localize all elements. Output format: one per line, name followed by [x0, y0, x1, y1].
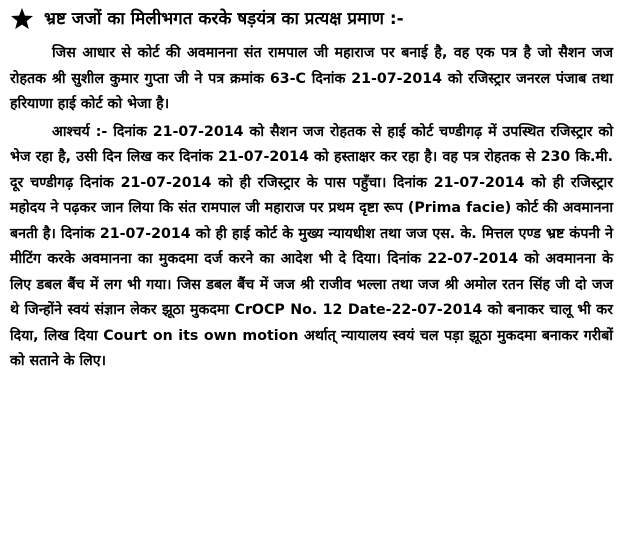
heading-title: भ्रष्ट जजों का मिलीभगत करके षड़यंत्र का प्रत्यक्ष प्रमाण :-: [44, 9, 404, 29]
paragraph-2: आश्चर्य :- दिनांक 21-07-2014 को सैशन जज रोहतक से हाई कोर्ट चण्डीगढ़ में उपस्थित रजिस्ट्रार को भेज रहा है, उसी दिन लिख कर दिनांक 21-07-2014 को हस्ताक्षर कर रहा है। वह पत्र रोहतक से 230 कि.मी. दूर चण्डीगढ़ दिनांक 21-07-2014 को ही रजिस्ट्रार के पास पहुँचा। दिनांक 21-07-2014 को ही रजिस्ट्रार महोदय ने पढ़कर जान लिया कि संत रामपाल जी महाराज पर प्रथम दृष्टा रूप (Prima facie) कोर्ट की अवमानना बनती है। दिनांक 21-07-2014 को ही हाई कोर्ट के मुख्य न्यायधीश तथा जज एस. के. मित्तल एण्ड भ्रष्ट कंपनी ने मीटिंग करके अवमानना का मुकदमा दर्ज करने का आदेश भी दे दिया। दिनांक 22-07-2014 को अवमानना के लिए डबल बैंच में लग भी गया। जिस डबल बैंच में जज श्री राजीव भल्ला तथा जज श्री अमोल रतन सिंह जी दो जज थे जिन्होंने स्वयं संज्ञान लेकर झूठा मुकदमा CrOCP No. 12 Date-22-07-2014 को बनाकर चालू भी कर दिया, लिख दिया Court on its own motion अर्थात् न्यायालय स्वयं चल पड़ा झूठा मुकदमा बनाकर गरीबों को सताने के लिए।: [10, 123, 613, 369]
star-icon: [10, 7, 34, 31]
paragraph-1: जिस आधार से कोर्ट की अवमानना संत रामपाल जी महाराज पर बनाई है, वह एक पत्र है जो सैशन जज रोहतक श्री सुशील कुमार गुप्ता जी ने पत्र क्रमांक 63-C दिनांक 21-07-2014 को रजिस्ट्रार जनरल पंजाब तथा हरियाणा हाई कोर्ट को भेजा है।: [10, 45, 613, 112]
section-heading: [10, 6, 613, 32]
